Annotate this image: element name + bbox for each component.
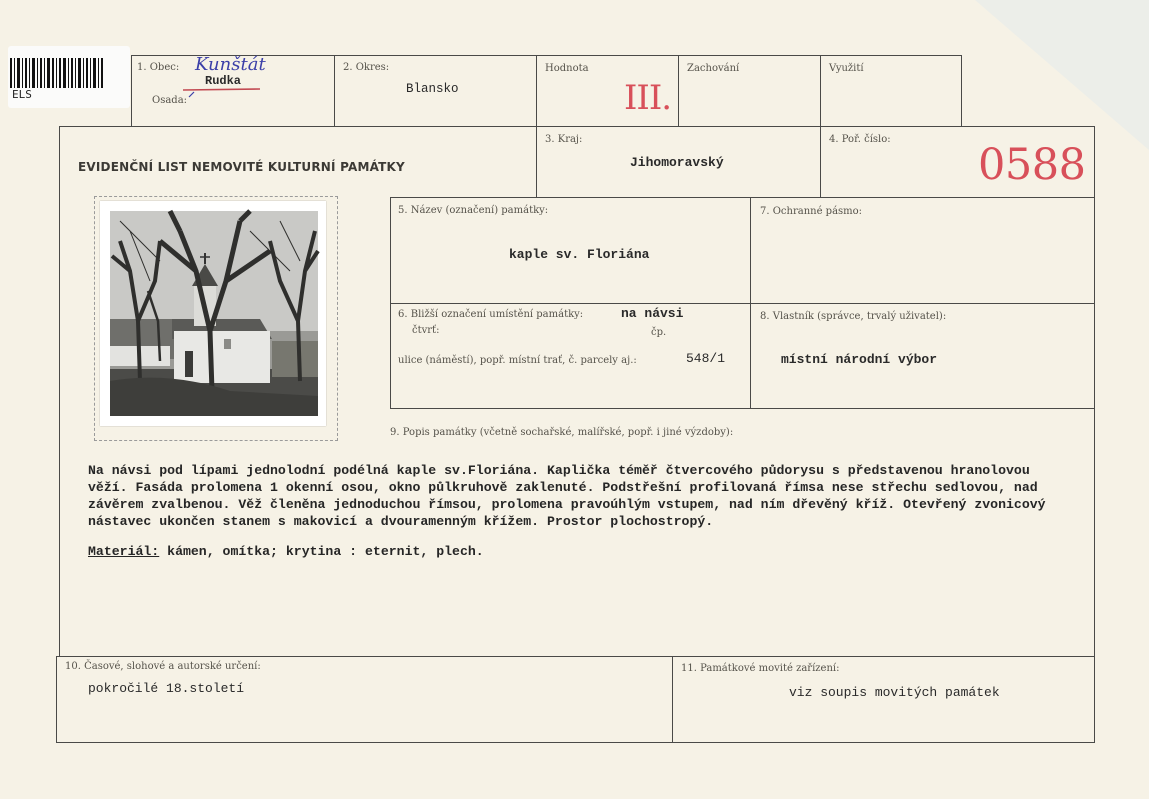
parcela-value: 548/1 — [686, 351, 726, 366]
nazev-value: kaple sv. Floriána — [509, 247, 650, 262]
kraj-value: Jihomoravský — [630, 155, 724, 170]
vlastnik-value: místní národní výbor — [781, 352, 938, 367]
osada-label: Osada: — [152, 95, 188, 106]
popis-line: závěrem zvalbenou. Věž členěna jednoduchou římsou, prolomena pravoúhlým vstupem, nad ním dřevěný kříž. Otevřený zvonicový — [88, 497, 1046, 512]
divider — [56, 656, 1095, 657]
divider — [961, 55, 962, 126]
obec-value: Rudka — [205, 74, 242, 88]
barcode-icon — [10, 58, 106, 88]
hodnota-label: Hodnota — [545, 63, 589, 74]
popis-line: věží. Fasáda prolomena 1 okenní osou, okno půlkruhově zaklenuté. Podstřešní profilovaná římsa nese střechu sedlovou, nad — [88, 480, 1038, 495]
material-label: Materiál: — [88, 544, 160, 559]
divider — [131, 55, 132, 126]
ulice-label: ulice (náměstí), popř. místní trať, č. parcely aj.: — [398, 355, 637, 366]
popis-line: Na návsi pod lípami jednolodní podélná kaple sv.Floriána. Kaplička téměř čtvercového půdorysu s představenou hranolovou — [88, 463, 1030, 478]
handwritten-underline — [180, 84, 262, 98]
movite-label: 11. Památkové movité zařízení: — [681, 663, 840, 674]
divider — [390, 303, 1095, 304]
urceni-value: pokročilé 18.století — [88, 681, 245, 696]
main-frame-left — [59, 126, 60, 656]
popis-line: nástavec ukončen stanem s makovicí a dvouramenným křížem. Prostor plochostropý. — [88, 514, 714, 529]
zachovani-label: Zachování — [687, 63, 740, 74]
umisteni-label: 6. Bližší označení umístění památky: — [398, 309, 584, 320]
ctvrt-label: čtvrť: — [412, 325, 440, 336]
divider — [536, 197, 1095, 198]
divider — [334, 55, 335, 126]
divider — [672, 656, 673, 743]
barcode-text: ELS — [12, 88, 32, 101]
obec-handwritten: Kunštát — [195, 54, 266, 75]
hodnota-value: III. — [624, 78, 672, 118]
main-frame-top — [59, 126, 1095, 127]
card-corner-cut — [975, 0, 1149, 150]
chapel-photo — [100, 201, 326, 426]
kraj-label: 3. Kraj: — [545, 134, 583, 145]
movite-value: viz soupis movitých památek — [789, 685, 1000, 700]
chapel-photo-image — [100, 201, 326, 426]
material-line — [88, 544, 484, 559]
por-cislo-label: 4. Poř. číslo: — [829, 134, 891, 145]
popis-label: 9. Popis památky (včetně sochařské, malířské, popř. i jiné výzdoby): — [390, 427, 734, 438]
vyuziti-label: Využití — [829, 63, 864, 74]
ochranne-pasmo-label: 7. Ochranné pásmo: — [760, 206, 863, 217]
cp-label: čp. — [651, 327, 667, 338]
material-value: kámen, omítka; krytina : eternit, plech. — [167, 544, 484, 559]
nazev-label: 5. Název (označení) památky: — [398, 205, 549, 216]
divider — [390, 408, 1095, 409]
okres-value: Blansko — [406, 82, 459, 96]
umisteni-value: na návsi — [621, 306, 684, 321]
divider — [390, 197, 536, 198]
urceni-label: 10. Časové, slohové a autorské určení: — [65, 661, 261, 672]
main-frame-bottom — [56, 742, 1095, 743]
divider — [678, 55, 679, 126]
divider — [56, 656, 57, 743]
main-frame-right — [1094, 126, 1095, 743]
por-cislo-value: 0588 — [978, 140, 1086, 190]
obec-label: 1. Obec: — [137, 62, 180, 73]
form-title: EVIDENČNÍ LIST NEMOVITÉ KULTURNÍ PAMÁTKY — [78, 160, 405, 174]
vlastnik-label: 8. Vlastník (správce, trvalý uživatel): — [760, 311, 947, 322]
okres-label: 2. Okres: — [343, 62, 390, 73]
